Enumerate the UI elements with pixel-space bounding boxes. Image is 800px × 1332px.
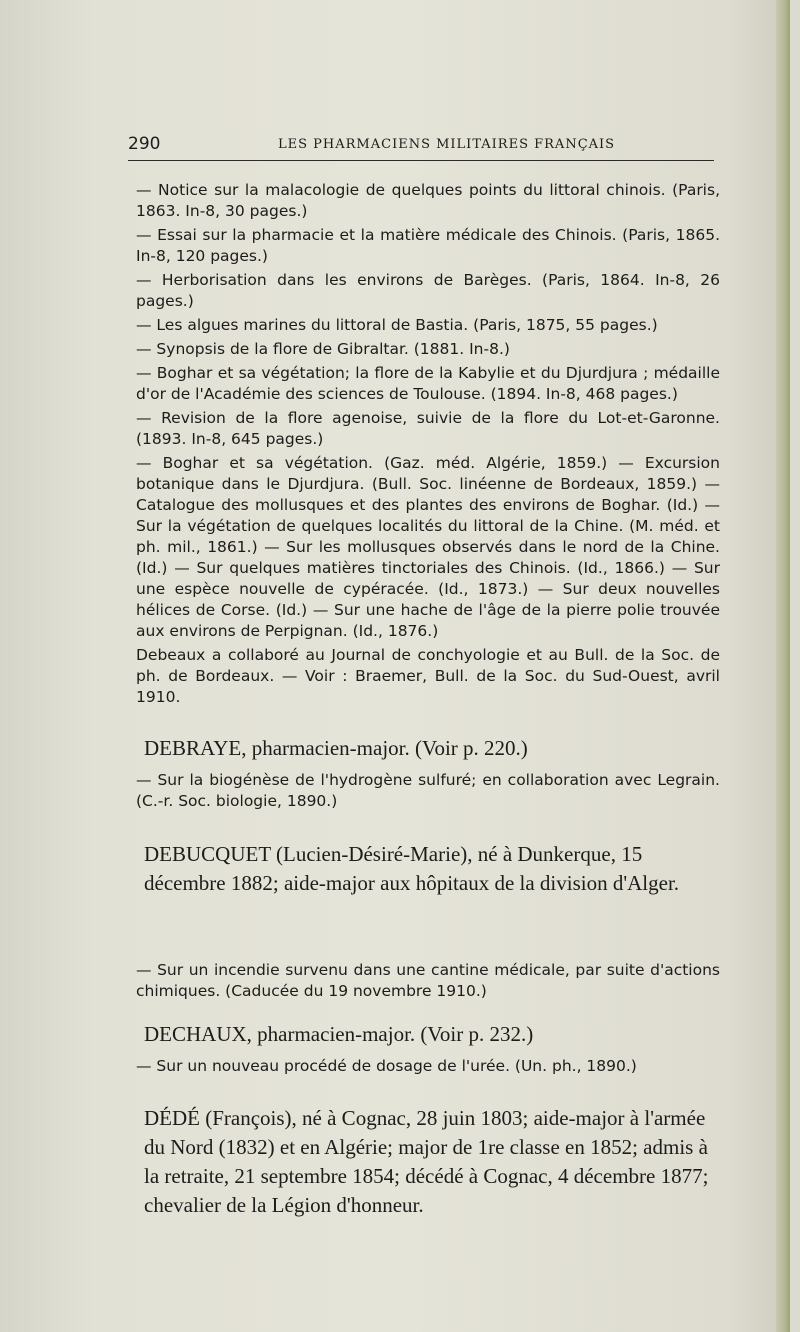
dechaux-work: — Sur un nouveau procédé de dosage de l'urée. (Un. ph., 1890.): [136, 1057, 637, 1075]
debeaux-bibliography: [128, 180, 720, 711]
entry-boghar: — Boghar et sa végétation; la flore de la Kabylie et du Djurdjura ; médaille d'or de l'Académie des sciences de Toulouse. (1894. In-8, 468 pages.): [136, 364, 720, 403]
entry-articles: — Boghar et sa végétation. (Gaz. méd. Algérie, 1859.) — Excursion botanique dans le Djurdjura. (Bull. Soc. linéenne de Bordeaux, 1859.) — Catalogue des mollusques et des plantes des environs de Boghar. (Id.) — Sur la végétation de quelques localités du littoral de la Chine. (M. méd. et ph. mil., 1861.) — Sur les mollusques observés dans le nord de la Chine. (Id.) — Sur quelques matières tinctoriales des Chinois. (Id., 1866.) — Sur une espèce nouvelle de cypéracée. (Id., 1873.) — Sur deux nouvelles hélices de Corse. (Id.) — Sur une hache de l'âge de la pierre polie trouvée aux environs de Perpignan. (Id., 1876.): [136, 454, 720, 640]
running-title: LES PHARMACIENS MILITAIRES FRANÇAIS: [278, 137, 616, 152]
debraye-heading: DEBRAYE, pharmacien-major. (Voir p. 220.): [144, 736, 528, 760]
entry-algues: — Les algues marines du littoral de Bastia. (Paris, 1875, 55 pages.): [136, 316, 658, 334]
running-header: [128, 134, 714, 158]
debucquet-work: — Sur un incendie survenu dans une cantine médicale, par suite d'actions chimiques. (Caducée du 19 novembre 1910.): [136, 961, 720, 1000]
header-rule: [128, 160, 714, 161]
entry-flore-agenoise: — Revision de la flore agenoise, suivie de la flore du Lot-et-Garonne. (1893. In-8, 645 pages.): [136, 409, 720, 448]
entry-malacologie: — Notice sur la malacologie de quelques points du littoral chinois. (Paris, 1863. In-8, 30 pages.): [136, 181, 720, 220]
debraye-work: — Sur la biogénèse de l'hydrogène sulfuré; en collaboration avec Legrain. (C.-r. Soc. biologie, 1890.): [136, 771, 720, 810]
dede-heading: DÉDÉ (François), né à Cognac, 28 juin 1803; aide-major à l'armée du Nord (1832) et en Algérie; major de 1re classe en 1852; admis à la retraite, 21 septembre 1854; décédé à Cognac, 4 décembre 1877; chevalier de la Légion d'honneur.: [144, 1106, 709, 1217]
dechaux-heading: DECHAUX, pharmacien-major. (Voir p. 232.): [144, 1022, 534, 1046]
entry-bareges: — Herborisation dans les environs de Barèges. (Paris, 1864. In-8, 26 pages.): [136, 271, 720, 310]
page-edge: [776, 0, 790, 1332]
debucquet-heading: DEBUCQUET (Lucien-Désiré-Marie), né à Dunkerque, 15 décembre 1882; aide-major aux hôpitaux de la division d'Alger.: [144, 842, 680, 895]
page-number: 290: [128, 134, 161, 154]
entry-collaboration: Debeaux a collaboré au Journal de conchyologie et au Bull. de la Soc. de ph. de Bordeaux. — Voir : Braemer, Bull. de la Soc. du Sud-Ouest, avril 1910.: [136, 646, 720, 706]
entry-pharmacie-chinois: — Essai sur la pharmacie et la matière médicale des Chinois. (Paris, 1865. In-8, 120 pages.): [136, 226, 720, 265]
entry-gibraltar: — Synopsis de la flore de Gibraltar. (1881. In-8.): [136, 340, 510, 358]
